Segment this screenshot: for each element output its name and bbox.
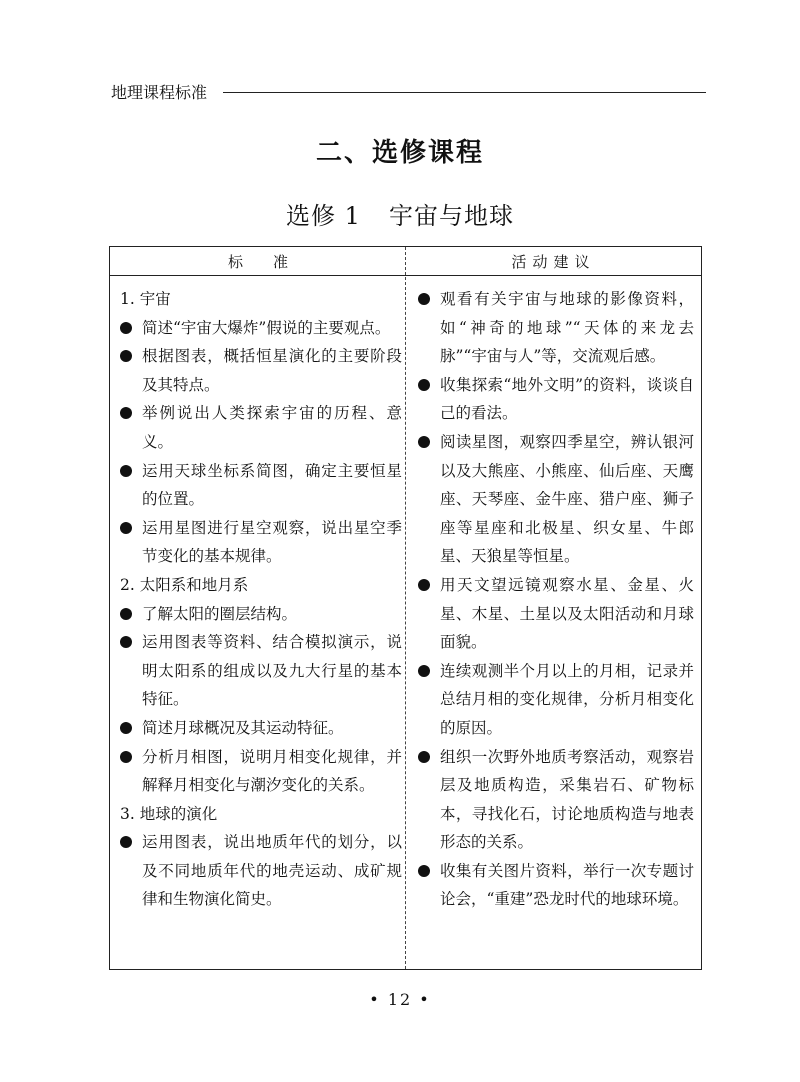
bullet-icon — [418, 379, 430, 391]
bullet-icon — [120, 522, 132, 534]
bullet-icon — [120, 636, 132, 648]
bullet-icon — [418, 665, 430, 677]
header-rule — [223, 92, 706, 93]
running-header — [111, 78, 706, 104]
standard-item: 分析月相图，说明月相变化规律，并解释月相变化与潮汐变化的关系。 — [118, 743, 402, 800]
standard-item: 运用天球坐标系简图，确定主要恒星的位置。 — [118, 457, 402, 514]
standard-heading: 3. 地球的演化 — [120, 804, 218, 823]
standard-item: 简述月球概况及其运动特征。 — [118, 714, 402, 743]
bullet-icon — [120, 465, 132, 477]
bullet-icon — [418, 751, 430, 763]
header-standard: 标准 — [227, 252, 318, 271]
curriculum-table — [109, 246, 702, 970]
activity-item: 组织一次野外地质考察活动，观察岩层及地质构造，采集岩石、矿物标本，寻找化石，讨论地质构造与地表形态的关系。 — [416, 743, 694, 857]
activity-item: 收集探索“地外文明”的资料，谈谈自己的看法。 — [416, 371, 694, 428]
activity-item: 连续观测半个月以上的月相，记录并总结月相的变化规律，分析月相变化的原因。 — [416, 657, 694, 743]
bullet-icon — [418, 865, 430, 877]
running-header-title: 地理课程标准 — [111, 82, 208, 102]
standard-item: 运用图表等资料、结合模拟演示，说明太阳系的组成以及九大行星的基本特征。 — [118, 628, 402, 714]
section-title: 二、选修课程 — [315, 138, 484, 168]
bullet-icon — [418, 579, 430, 591]
standard-item: 了解太阳的圈层结构。 — [118, 600, 402, 629]
standard-item: 运用图表，说出地质年代的划分，以及不同地质年代的地壳运动、成矿规律和生物演化简史。 — [118, 828, 402, 914]
standard-item: 举例说出人类探索宇宙的历程、意义。 — [118, 399, 402, 456]
bullet-icon — [120, 751, 132, 763]
bullet-icon — [120, 322, 132, 334]
bullet-icon — [120, 407, 132, 419]
table-header-row — [110, 247, 701, 276]
standard-heading: 2. 太阳系和地月系 — [120, 575, 249, 594]
bullet-icon — [418, 293, 430, 305]
header-activity: 活动建议 — [511, 252, 596, 271]
module-title — [0, 196, 800, 231]
column-divider — [405, 247, 406, 969]
bullet-icon — [120, 722, 132, 734]
activity-item: 收集有关图片资料，举行一次专题讨论会，“重建”恐龙时代的地球环境。 — [416, 857, 694, 914]
standard-heading: 1. 宇宙 — [120, 290, 171, 308]
bullet-icon — [120, 836, 132, 848]
standard-item: 根据图表，概括恒星演化的主要阶段及其特点。 — [118, 342, 402, 399]
activity-item: 观看有关宇宙与地球的影像资料，如“神奇的地球”“天体的来龙去脉”“宇宙与人”等，交流观后感。 — [416, 285, 694, 371]
activity-item: 阅读星图，观察四季星空，辨认银河以及大熊座、小熊座、仙后座、天鹰座、天琴座、金牛座、猎户座、狮子座等星座和北极星、织女星、牛郎星、天狼星等恒星。 — [416, 428, 694, 571]
bullet-icon — [120, 608, 132, 620]
bullet-icon — [120, 350, 132, 362]
activity-item: 用天文望远镜观察水星、金星、火星、木星、土星以及太阳活动和月球面貌。 — [416, 571, 694, 657]
bullet-icon — [418, 436, 430, 448]
module-label: 选修 1 — [286, 202, 361, 230]
page-number: • 12 • — [369, 990, 431, 1009]
module-name: 宇宙与地球 — [388, 202, 514, 230]
activities-column — [416, 285, 694, 914]
standard-item: 运用星图进行星空观察，说出星空季节变化的基本规律。 — [118, 514, 402, 571]
standard-item: 简述“宇宙大爆炸”假说的主要观点。 — [118, 314, 402, 343]
standards-column — [118, 285, 402, 914]
